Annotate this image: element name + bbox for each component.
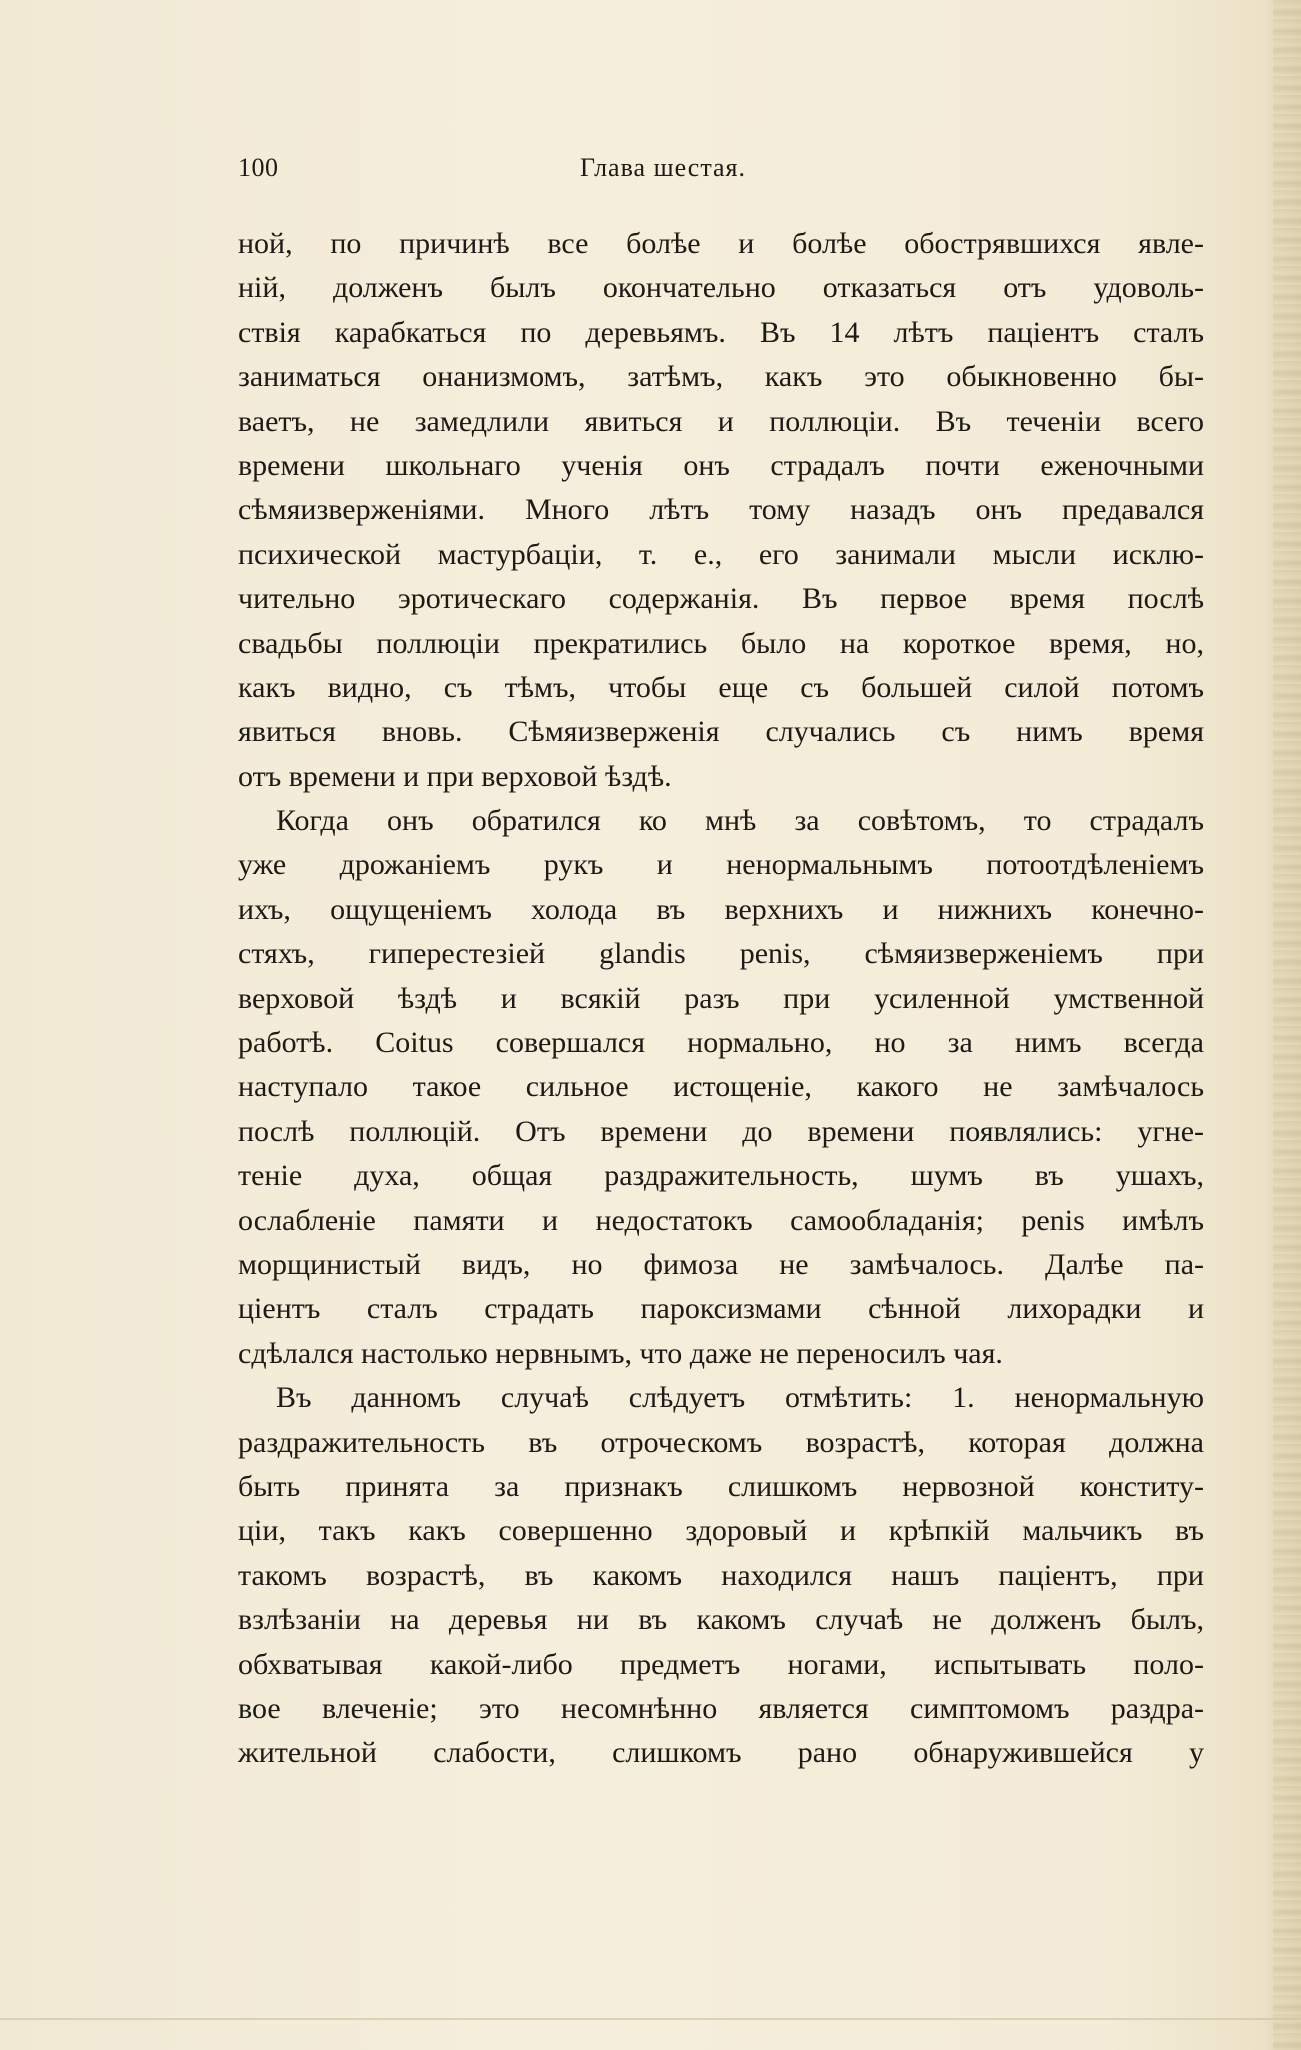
text-line: времени школьнаго ученiя онъ страдалъ почти еженочными: [238, 448, 1204, 482]
text-line: заниматься онанизмомъ, затѣмъ, какъ это обыкновенно бы-: [238, 360, 1204, 394]
text-line: тенiе духа, общая раздражительность, шумъ въ ушахъ,: [238, 1159, 1204, 1193]
text-line: цiи, такъ какъ совершенно здоровый и крѣпкiй мальчикъ въ: [238, 1514, 1204, 1548]
text-line: верховой ѣздѣ и всякiй разъ при усиленной умственной: [238, 981, 1204, 1015]
page-edge: [1273, 0, 1301, 2050]
text-line: работѣ. Coitus совершался нормально, но за нимъ всегда: [238, 1026, 1204, 1060]
text-line: раздражительность въ отроческомъ возрастѣ, которая должна: [238, 1425, 1204, 1459]
text-line: отъ времени и при верховой ѣздѣ.: [238, 759, 672, 793]
text-line: свадьбы поллюцiи прекратились было на короткое время, но,: [238, 626, 1204, 660]
page-bottom-edge: [0, 2018, 1301, 2020]
text-line: ствiя карабкаться по деревьямъ. Въ 14 лѣтъ пацiентъ сталъ: [238, 315, 1204, 349]
text-line: уже дрожанiемъ рукъ и ненормальнымъ потоотдѣленiемъ: [238, 848, 1204, 882]
text-line: наступало такое сильное истощенiе, какого не замѣчалось: [238, 1070, 1204, 1104]
text-line: стяхъ, гиперестезiей glandis penis, сѣмяизверженiемъ при: [238, 937, 1204, 971]
running-title: Глава шестая.: [580, 153, 746, 182]
body-text: [238, 222, 1204, 1776]
text-line: Когда онъ обратился ко мнѣ за совѣтомъ, то страдалъ: [276, 804, 1204, 838]
page-number: 100: [238, 153, 279, 182]
text-line: быть принята за признакъ слишкомъ нервозной конститу-: [238, 1469, 1204, 1503]
text-line: жительной слабости, слишкомъ рано обнаружившейся у: [238, 1736, 1204, 1770]
text-line: ослабленiе памяти и недостатокъ самообладанiя; penis имѣлъ: [238, 1203, 1204, 1237]
text-line: ваетъ, не замедлили явиться и поллюцiи. Въ теченiи всего: [238, 404, 1204, 438]
text-line: морщинистый видъ, но фимоза не замѣчалось. Далѣе па-: [238, 1247, 1204, 1281]
text-line: послѣ поллюцiй. Отъ времени до времени появлялись: угне-: [238, 1114, 1204, 1148]
text-line: сдѣлался настолько нервнымъ, что даже не переносилъ чая.: [238, 1336, 1003, 1370]
text-line: взлѣзанiи на деревья ни въ какомъ случаѣ не долженъ былъ,: [238, 1603, 1204, 1637]
text-line: психической мастурбацiи, т. е., его занимали мысли исклю-: [238, 537, 1204, 571]
text-line: вое влеченiе; это несомнѣнно является симптомомъ раздра-: [238, 1691, 1204, 1725]
text-line: ихъ, ощущенiемъ холода въ верхнихъ и нижнихъ конечно-: [238, 892, 1204, 926]
text-line: Въ данномъ случаѣ слѣдуетъ отмѣтить: 1. ненормальную: [276, 1381, 1204, 1415]
text-line: чительно эротическаго содержанiя. Въ первое время послѣ: [238, 582, 1204, 616]
page-header: [238, 153, 1138, 193]
text-line: ной, по причинѣ все болѣе и болѣе обострявшихся явле-: [238, 227, 1204, 260]
text-line: какъ видно, съ тѣмъ, чтобы еще съ большей силой потомъ: [238, 670, 1204, 704]
text-line: сѣмяизверженiями. Много лѣтъ тому назадъ онъ предавался: [238, 493, 1204, 527]
text-line: цiентъ сталъ страдать пароксизмами сѣнной лихорадки и: [238, 1292, 1204, 1326]
text-line: обхватывая какой-либо предметъ ногами, испытывать поло-: [238, 1647, 1204, 1681]
text-line: такомъ возрастѣ, въ какомъ находился нашъ пацiентъ, при: [238, 1558, 1204, 1592]
text-line: нiй, долженъ былъ окончательно отказаться отъ удоволь-: [238, 271, 1204, 305]
text-line: явиться вновь. Сѣмяизверженiя случались съ нимъ время: [238, 715, 1204, 749]
